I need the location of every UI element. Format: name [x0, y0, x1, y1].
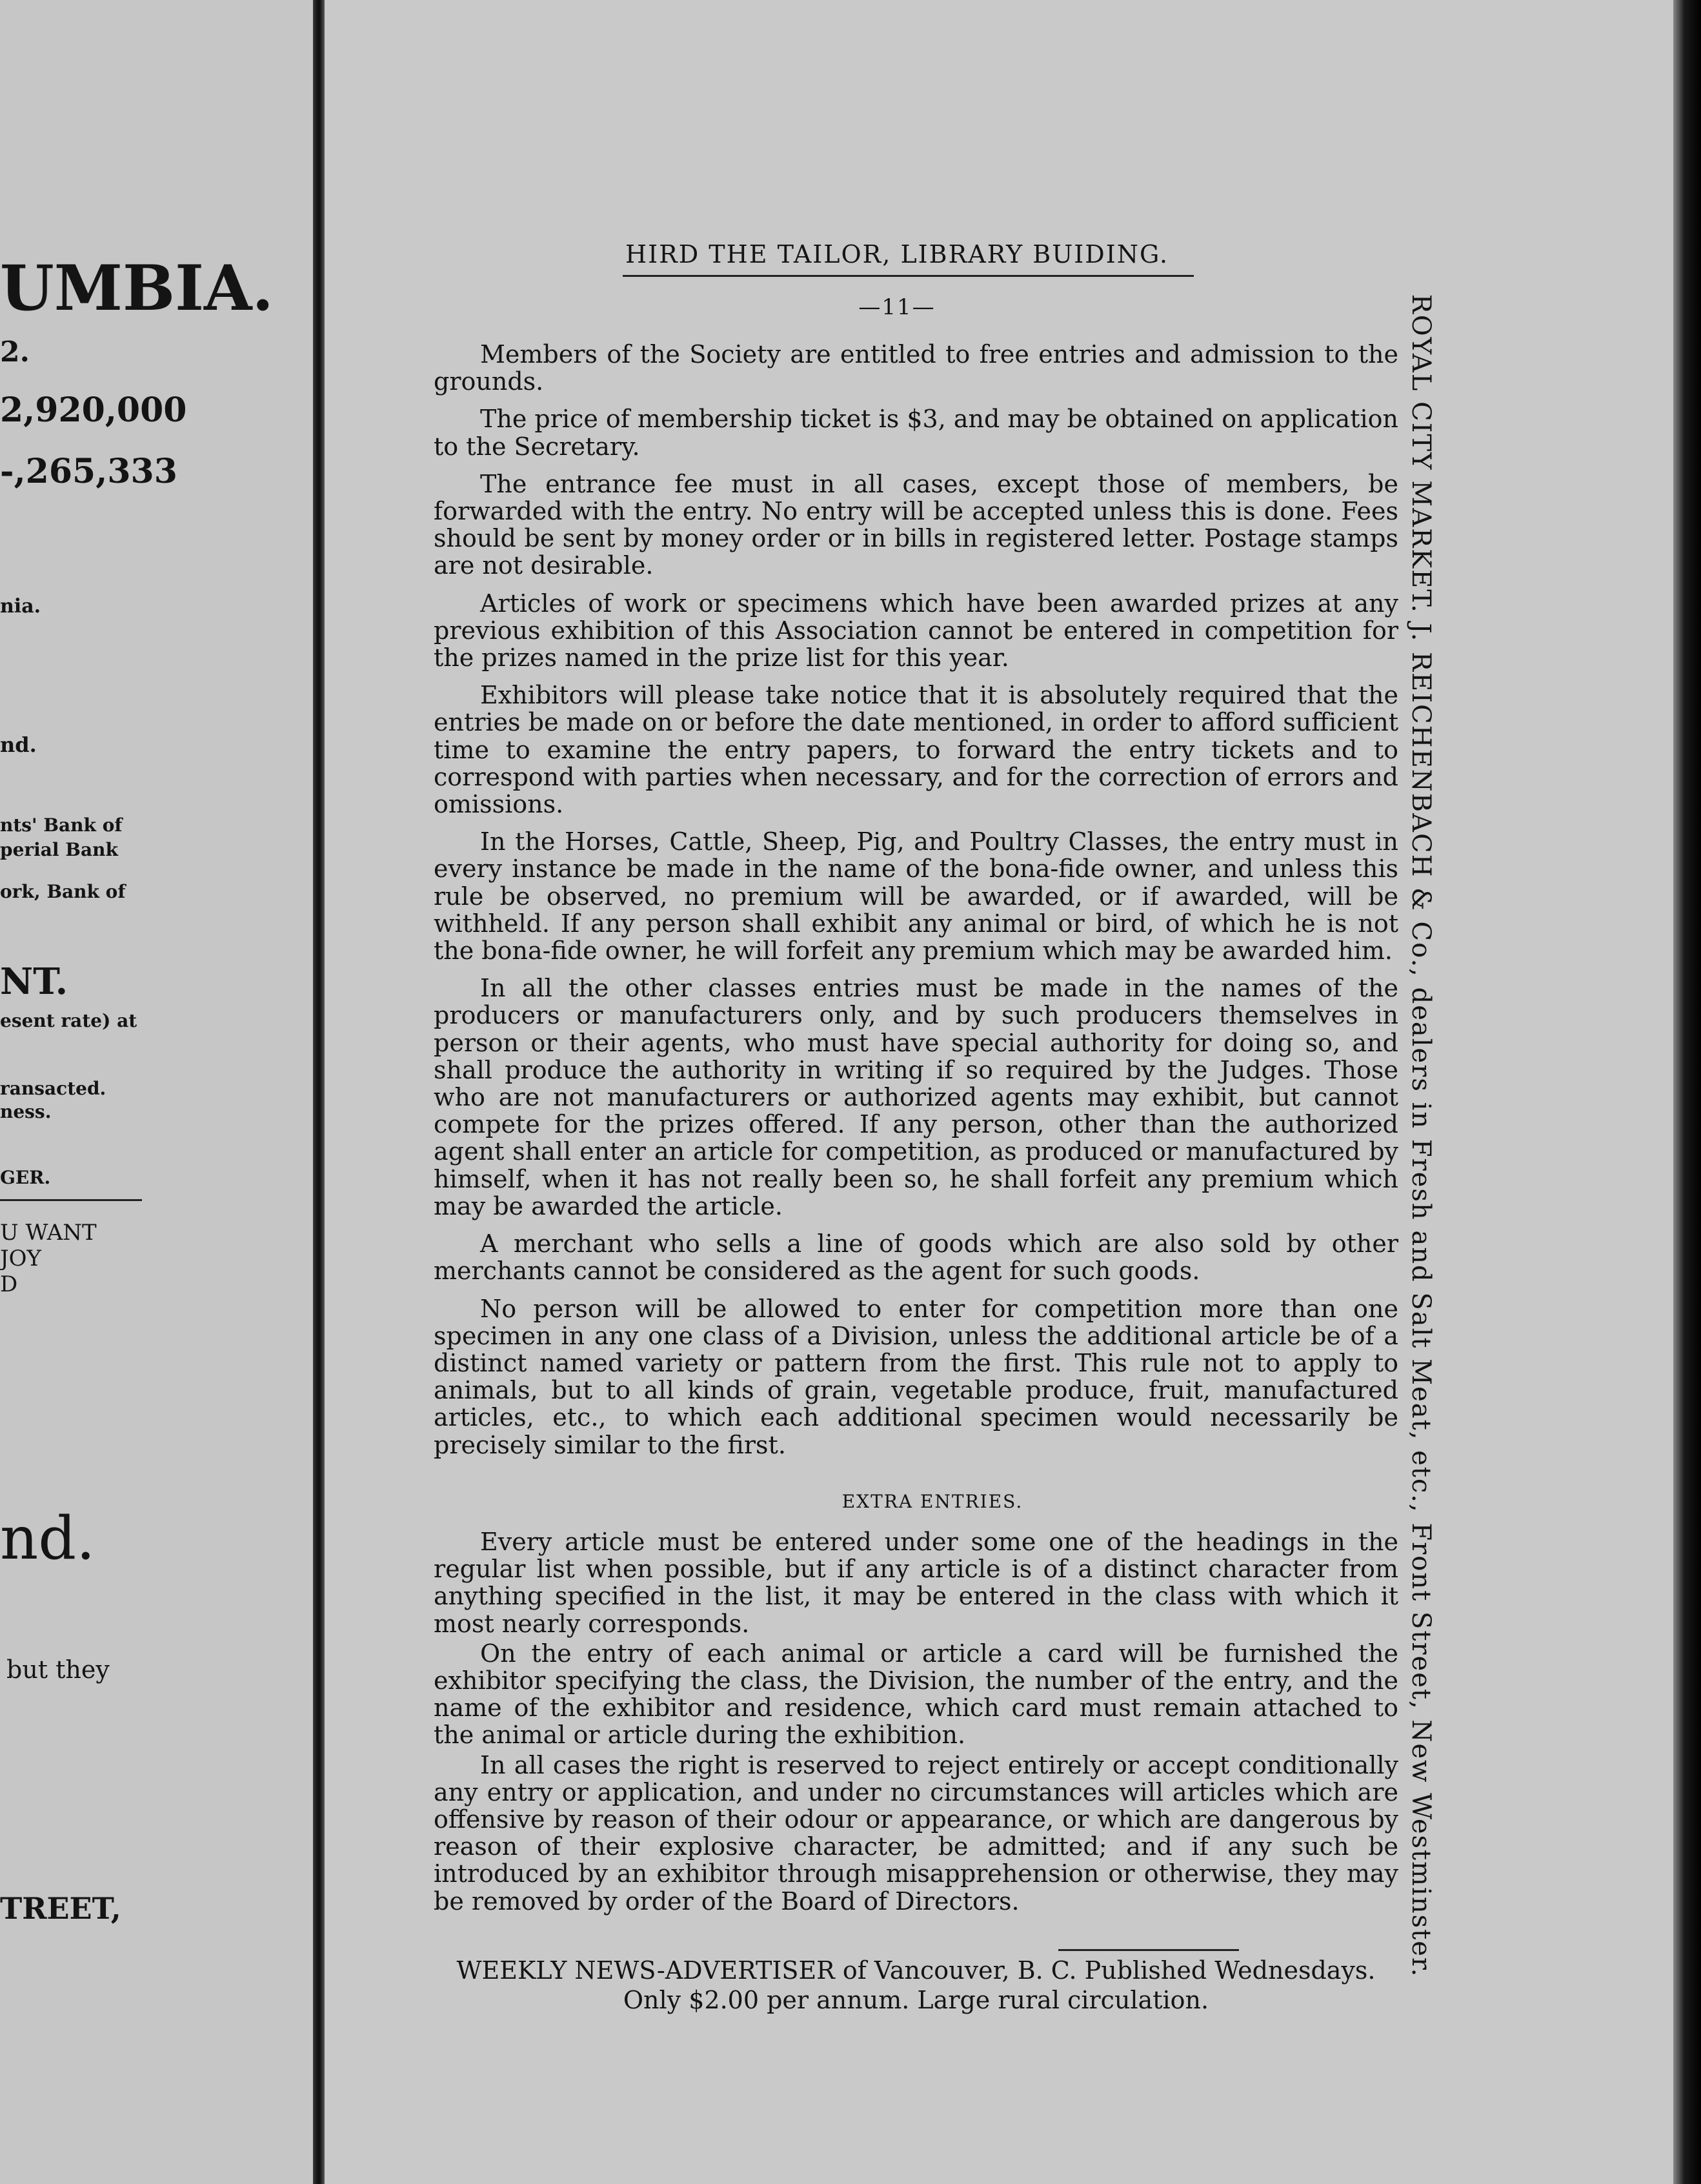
left-fragment: but they	[6, 1655, 110, 1684]
paragraph: A merchant who sells a line of goods which are also sold by other merchants cannot be considered as the agent for such goods.	[434, 1229, 1398, 1286]
left-fragment: -,265,333	[0, 452, 177, 491]
paragraph: The price of membership ticket is $3, and may be obtained on application to the Secretary.	[434, 405, 1398, 461]
book-gutter	[313, 0, 325, 2184]
left-fragment: nia.	[0, 595, 41, 618]
section-heading: EXTRA ENTRIES.	[841, 1491, 1023, 1512]
footer-advertisement	[434, 1956, 1398, 2015]
left-fragment: UMBIA.	[0, 252, 274, 325]
facing-page-fragment	[0, 0, 313, 2184]
rules-section	[434, 341, 1398, 1469]
left-divider	[0, 1199, 142, 1201]
paragraph: Exhibitors will please take notice that it is absolutely required that the entries be made on or before the date mentioned, in order to afford sufficient time to examine the entry papers, to forward the entry tickets and to correspond with parties when necessary, and for the correction of errors and omissions.	[434, 681, 1398, 819]
left-fragment: 2,920,000	[0, 390, 187, 430]
page-number: —11—	[858, 294, 936, 320]
left-fragment: perial Bank	[0, 839, 118, 860]
left-fragment: NT.	[0, 960, 68, 1003]
extra-entries-section	[434, 1528, 1398, 1917]
paragraph: In the Horses, Cattle, Sheep, Pig, and Poultry Classes, the entry must in every instance be made in the name of the bona-fide owner, and unless this rule be observed, no premium will be awarded, or if awarded, will be withheld. If any person shall exhibit any animal or bird, of which he is not the bona-fide owner, he will forfeit any premium which may be awarded him.	[434, 827, 1398, 966]
left-fragment: nd.	[0, 1504, 96, 1573]
left-fragment: TREET,	[0, 1891, 121, 1926]
left-fragment: ransacted.	[0, 1078, 106, 1099]
paragraph: In all cases the right is reserved to reject entirely or accept conditionally any entry or application, and under no circumstances will articles which are offensive by reason of their odour or appearance, or which are dangerous by reason of their explosive character, be admitted; and if any such be introduced by an exhibitor through misapprehension or otherwise, they may be removed by order of the Board of Directors.	[434, 1750, 1398, 1916]
left-fragment: 2.	[0, 336, 30, 369]
left-fragment: nd.	[0, 733, 37, 757]
left-fragment: JOY	[0, 1246, 41, 1271]
left-fragment: U WANT	[0, 1220, 97, 1246]
left-fragment: D	[0, 1271, 18, 1297]
paragraph: Articles of work or specimens which have been awarded prizes at any previous exhibition of this Association cannot be entered in competition for the prizes named in the prize list for this year.	[434, 589, 1398, 672]
page-edge	[1673, 0, 1701, 2184]
paragraph: Members of the Society are entitled to free entries and admission to the grounds.	[434, 340, 1398, 396]
paragraph: In all the other classes entries must be made in the names of the producers or manufacturers only, and by such producers themselves in person or their agents, who must have special authority for doing so, and shall produce the authority in writing if so required by the Judges. Those who are not manufacturers or authorized agents may exhibit, but cannot compete for the prizes offered. If any person, other than the authorized agent shall enter an article for competition, as produced or manufactured by himself, when it has not really been so, he shall forfeit any premium which may be awarded the article.	[434, 974, 1398, 1220]
paragraph: On the entry of each animal or article a card will be furnished the exhibitor specifying the class, the Division, the number of the entry, and the name of the exhibitor and residence, which card must remain attached to the animal or article during the exhibition.	[434, 1639, 1398, 1750]
header-rule	[623, 275, 1194, 277]
left-fragment: GER.	[0, 1167, 51, 1188]
paragraph: No person will be allowed to enter for competition more than one specimen in any one class of a Division, unless the additional article be of a distinct named variety or pattern from the first. This rule not to apply to animals, but to all kinds of grain, vegetable produce, fruit, manufactured articles, etc., to which each additional specimen would necessarily be precisely similar to the first.	[434, 1294, 1398, 1459]
left-fragment: ness.	[0, 1101, 52, 1122]
left-fragment: nts' Bank of	[0, 814, 123, 836]
footer-rule	[1058, 1949, 1239, 1951]
publication-name: WEEKLY NEWS-ADVERTISER	[456, 1956, 835, 1985]
left-fragment: esent rate) at	[0, 1010, 137, 1031]
running-header: HIRD THE TAILOR, LIBRARY BUIDING.	[625, 240, 1169, 268]
paragraph: The entrance fee must in all cases, except those of members, be forwarded with the entry. No entry will be accepted unless this is done. Fees should be sent by money order or in bills in registered letter. Postage stamps are not desirable.	[434, 469, 1398, 580]
left-fragment: ork, Bank of	[0, 881, 126, 902]
paragraph: Every article must be entered under some one of the headings in the regular list when possible, but if any article is of a distinct character from anything specified in the list, it may be entered in the class with which it most nearly corresponds.	[434, 1528, 1398, 1638]
vertical-advertisement: ROYAL CITY MARKET. J. REICHENBACH & Co., dealers in Fresh and Salt Meat, etc., Front Street, New Westminster.	[1406, 294, 1436, 1978]
footer-text: of Vancouver, B. C. Published Wednesdays. Only $2.00 per annum. Large rural circulation.	[623, 1956, 1376, 2014]
